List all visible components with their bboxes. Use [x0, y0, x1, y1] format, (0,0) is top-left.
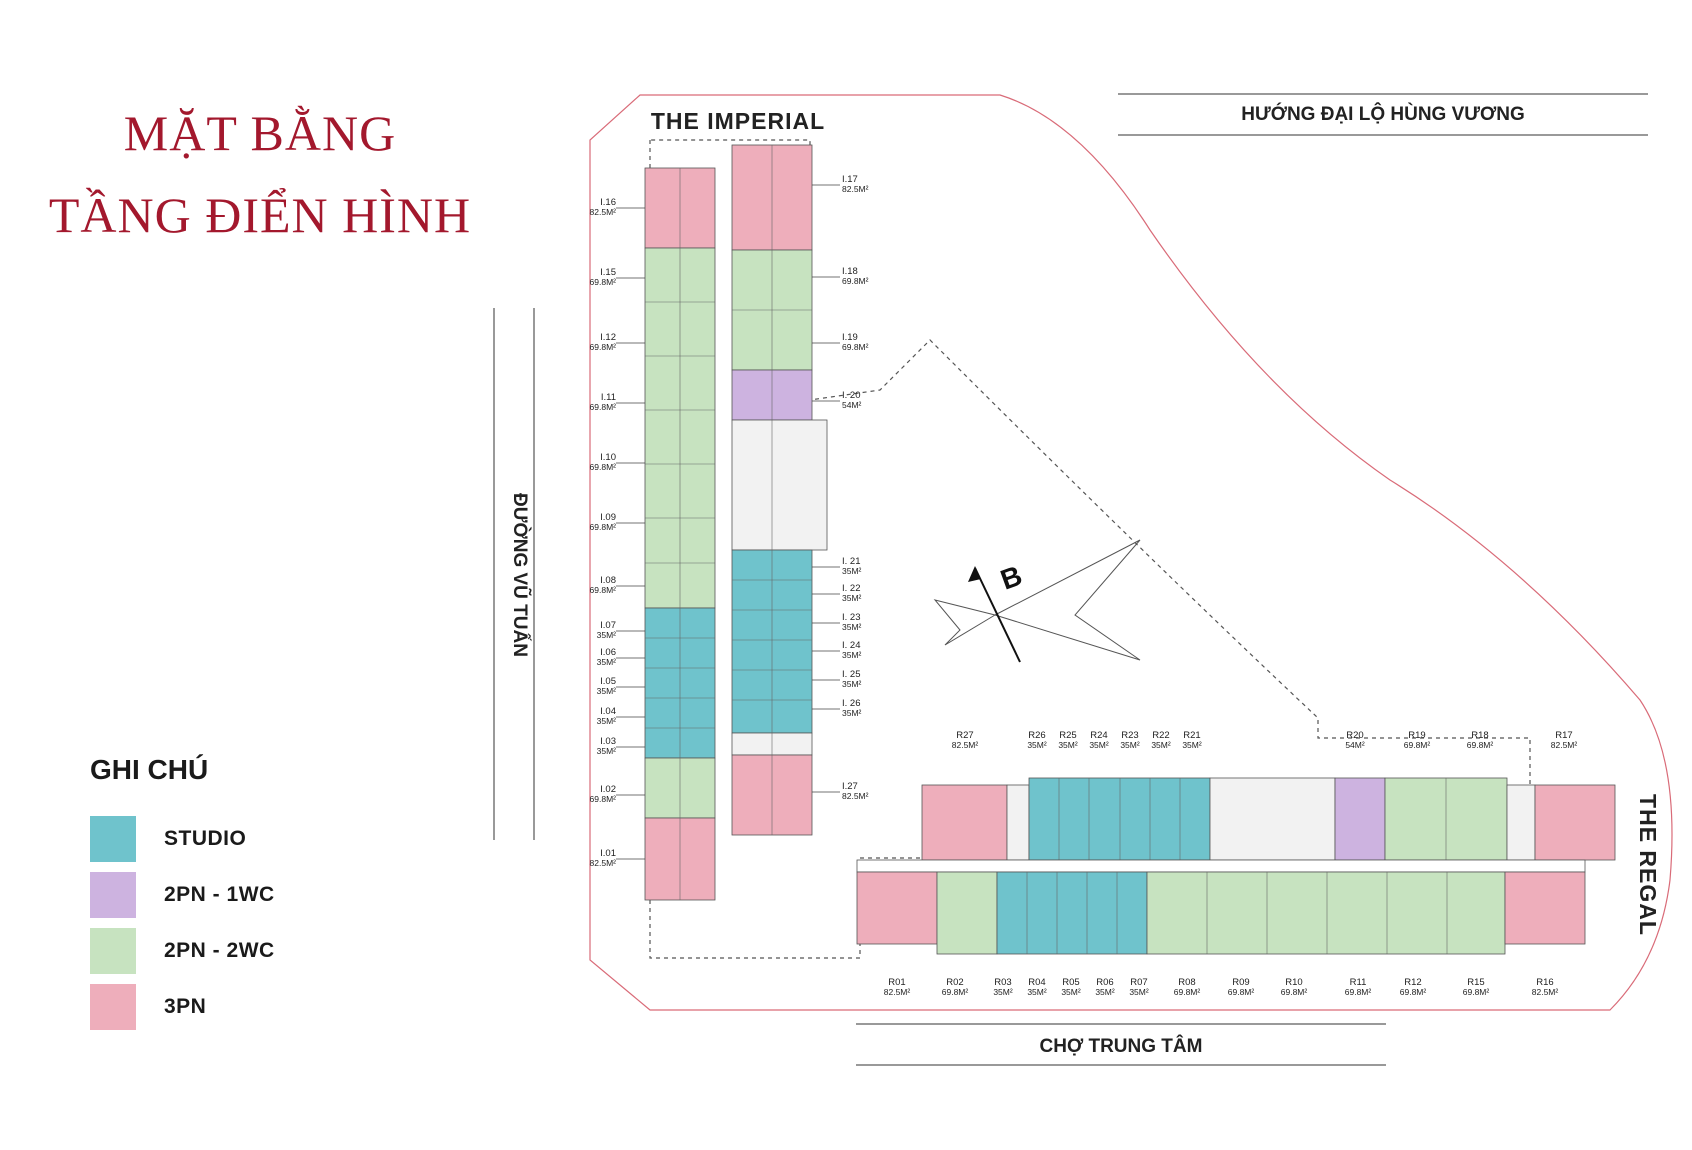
- unit-area: 69.8M²: [1227, 987, 1255, 997]
- legend-label: 3PN: [164, 995, 207, 1018]
- unit-area: 69.8M²: [589, 277, 616, 287]
- unit-area: 82.5M²: [951, 740, 979, 750]
- unit-code: R10: [1285, 977, 1303, 988]
- unit-code: I. 22: [842, 583, 861, 594]
- unit-area: 69.8M²: [842, 276, 869, 286]
- unit-code: I.10: [600, 452, 616, 463]
- unit-area: 82.5M²: [842, 184, 869, 194]
- unit-label: [597, 620, 645, 640]
- unit-block: [857, 872, 937, 944]
- unit-area: 35M²: [1182, 740, 1202, 750]
- unit-label: [812, 698, 862, 718]
- unit-code: R09: [1232, 977, 1250, 988]
- unit-code: R21: [1183, 730, 1201, 741]
- unit-code: R11: [1349, 977, 1367, 988]
- unit-area: 69.8M²: [589, 462, 616, 472]
- unit-code: R20: [1346, 730, 1364, 741]
- unit-area: 35M²: [1151, 740, 1171, 750]
- unit-area: 69.8M²: [1280, 987, 1308, 997]
- unit-label: [1345, 730, 1365, 750]
- unit-code: I.09: [600, 512, 616, 523]
- regal-top-labels: [952, 730, 1578, 750]
- unit-code: I.17: [842, 174, 858, 185]
- unit-label: [952, 730, 979, 750]
- unit-code: I.07: [600, 620, 616, 631]
- legend-label: 2PN - 1WC: [164, 883, 275, 906]
- unit-area: 35M²: [842, 650, 862, 660]
- unit-area: 54M²: [842, 400, 862, 410]
- unit-code: R18: [1471, 730, 1489, 741]
- unit-label: [590, 392, 645, 412]
- unit-area: 35M²: [1027, 740, 1047, 750]
- unit-label: [812, 390, 862, 410]
- unit-code: I. 21: [842, 556, 861, 567]
- unit-code: R06: [1096, 977, 1114, 988]
- unit-area: 35M²: [596, 686, 616, 696]
- regal-corridor: [857, 860, 1585, 872]
- unit-area: 69.8M²: [1173, 987, 1201, 997]
- unit-code: I. 20: [842, 390, 861, 401]
- unit-block: [1147, 872, 1505, 954]
- unit-label: [590, 784, 645, 804]
- unit-area: 35M²: [842, 679, 862, 689]
- unit-code: I.18: [842, 266, 858, 277]
- unit-area: 82.5M²: [589, 858, 616, 868]
- unit-label: [1228, 977, 1255, 997]
- unit-area: 35M²: [596, 716, 616, 726]
- unit-label: [812, 781, 869, 801]
- unit-area: 35M²: [1027, 987, 1047, 997]
- unit-area: 35M²: [1095, 987, 1115, 997]
- unit-label: [1174, 977, 1201, 997]
- unit-code: R26: [1028, 730, 1046, 741]
- unit-code: R12: [1404, 977, 1422, 988]
- legend-title: GHI CHÚ: [90, 754, 209, 785]
- unit-area: 82.5M²: [883, 987, 911, 997]
- unit-code: R07: [1130, 977, 1148, 988]
- unit-area: 69.8M²: [1399, 987, 1427, 997]
- unit-label: [590, 332, 645, 352]
- unit-label: [1463, 977, 1490, 997]
- unit-label: [1400, 977, 1427, 997]
- unit-label: [812, 669, 862, 689]
- unit-label: [1120, 730, 1140, 750]
- unit-code: I.15: [600, 267, 616, 278]
- unit-area: 35M²: [1120, 740, 1140, 750]
- unit-area: 35M²: [993, 987, 1013, 997]
- unit-code: R23: [1121, 730, 1139, 741]
- unit-label: [597, 676, 645, 696]
- unit-code: R17: [1555, 730, 1573, 741]
- unit-area: 69.8M²: [589, 342, 616, 352]
- page-title-line-1: MẶT BẰNG: [123, 105, 397, 161]
- unit-code: I.08: [600, 575, 616, 586]
- street-label-bottom: CHỢ TRUNG TÂM: [1039, 1036, 1203, 1057]
- unit-label: [812, 640, 862, 660]
- unit-code: I.12: [600, 332, 616, 343]
- unit-area: 82.5M²: [842, 791, 869, 801]
- unit-block: [1335, 778, 1385, 860]
- unit-code: I.06: [600, 647, 616, 658]
- unit-area: 69.8M²: [1462, 987, 1490, 997]
- unit-label: [1061, 977, 1081, 997]
- unit-block: [922, 785, 1007, 860]
- unit-area: 69.8M²: [589, 585, 616, 595]
- core-block: [1507, 785, 1535, 860]
- unit-label: [993, 977, 1013, 997]
- page-title-line-2: TẦNG ĐIỂN HÌNH: [48, 187, 472, 243]
- unit-code: R08: [1178, 977, 1196, 988]
- unit-label: [1281, 977, 1308, 997]
- unit-code: R01: [888, 977, 906, 988]
- unit-code: I.01: [600, 848, 616, 859]
- unit-label: [1151, 730, 1171, 750]
- unit-block: [1029, 778, 1210, 860]
- unit-area: 35M²: [1129, 987, 1149, 997]
- unit-label: [1551, 730, 1578, 750]
- legend-label: STUDIO: [164, 827, 247, 850]
- unit-area: 35M²: [1061, 987, 1081, 997]
- unit-area: 69.8M²: [1466, 740, 1494, 750]
- unit-code: I.05: [600, 676, 616, 687]
- unit-area: 35M²: [842, 622, 862, 632]
- unit-code: R15: [1467, 977, 1485, 988]
- unit-area: 69.8M²: [589, 522, 616, 532]
- unit-block: [997, 872, 1147, 954]
- unit-code: I.19: [842, 332, 858, 343]
- core-block: [732, 420, 827, 550]
- unit-area: 82.5M²: [589, 207, 616, 217]
- unit-code: I.04: [600, 706, 616, 717]
- legend-label: 2PN - 2WC: [164, 939, 275, 962]
- unit-code: R02: [946, 977, 964, 988]
- unit-label: [1467, 730, 1494, 750]
- building-name-regal: THE REGAL: [1635, 794, 1661, 936]
- unit-label: [590, 848, 645, 868]
- unit-label: [1027, 977, 1047, 997]
- unit-code: R19: [1408, 730, 1426, 741]
- unit-code: R22: [1152, 730, 1170, 741]
- street-label-top: HƯỚNG ĐẠI LỘ HÙNG VƯƠNG: [1241, 104, 1525, 125]
- unit-area: 54M²: [1345, 740, 1365, 750]
- unit-code: R16: [1536, 977, 1554, 988]
- unit-block: [937, 872, 997, 954]
- unit-label: [1345, 977, 1372, 997]
- unit-code: I.03: [600, 736, 616, 747]
- unit-block: [1535, 785, 1615, 860]
- unit-area: 69.8M²: [589, 794, 616, 804]
- building-name-imperial: THE IMPERIAL: [650, 108, 826, 134]
- unit-label: [1182, 730, 1202, 750]
- unit-label: [812, 583, 862, 603]
- unit-area: 35M²: [596, 746, 616, 756]
- unit-area: 69.8M²: [1403, 740, 1431, 750]
- core-block: [1210, 778, 1335, 860]
- unit-area: 69.8M²: [842, 342, 869, 352]
- unit-area: 69.8M²: [941, 987, 969, 997]
- imperial-right-column: [732, 145, 827, 835]
- regal-upper-row: [922, 778, 1615, 860]
- regal-lower-row: [857, 872, 1585, 954]
- unit-label: [812, 332, 869, 352]
- unit-label: [590, 267, 645, 287]
- regal-bottom-labels: [884, 977, 1559, 997]
- unit-code: R27: [956, 730, 974, 741]
- unit-label: [590, 197, 645, 217]
- unit-area: 35M²: [1058, 740, 1078, 750]
- unit-area: 82.5M²: [1531, 987, 1559, 997]
- compass-icon: [935, 540, 1140, 662]
- unit-code: I.16: [600, 197, 616, 208]
- unit-code: R03: [994, 977, 1012, 988]
- unit-label: [884, 977, 911, 997]
- unit-label: [597, 736, 645, 756]
- unit-code: R04: [1028, 977, 1046, 988]
- unit-code: I. 24: [842, 640, 861, 651]
- unit-label: [1129, 977, 1149, 997]
- unit-code: R25: [1059, 730, 1077, 741]
- unit-code: I.02: [600, 784, 616, 795]
- unit-area: 82.5M²: [1550, 740, 1578, 750]
- unit-label: [1404, 730, 1431, 750]
- unit-label: [590, 575, 645, 595]
- unit-area: 69.8M²: [1344, 987, 1372, 997]
- street-label-left: ĐƯỜNG VŨ TUẤN: [509, 493, 530, 657]
- imperial-left-column: [645, 168, 715, 900]
- unit-label: [1532, 977, 1559, 997]
- unit-area: 35M²: [1089, 740, 1109, 750]
- unit-area: 35M²: [596, 630, 616, 640]
- unit-label: [812, 556, 862, 576]
- unit-label: [1027, 730, 1047, 750]
- unit-code: R24: [1090, 730, 1108, 741]
- compass-label: B: [996, 559, 1027, 596]
- unit-code: I. 25: [842, 669, 861, 680]
- unit-label: [812, 266, 869, 286]
- unit-area: 35M²: [842, 566, 862, 576]
- unit-area: 69.8M²: [589, 402, 616, 412]
- unit-label: [590, 512, 645, 532]
- unit-label: [942, 977, 969, 997]
- unit-label: [1095, 977, 1115, 997]
- unit-label: [812, 612, 862, 632]
- unit-area: 35M²: [842, 593, 862, 603]
- unit-area: 35M²: [842, 708, 862, 718]
- unit-code: I.27: [842, 781, 858, 792]
- unit-code: R05: [1062, 977, 1080, 988]
- core-block: [1007, 785, 1029, 860]
- unit-area: 35M²: [596, 657, 616, 667]
- unit-label: [812, 174, 869, 194]
- unit-code: I.11: [600, 392, 616, 403]
- unit-label: [597, 647, 645, 667]
- unit-label: [1089, 730, 1109, 750]
- unit-label: [597, 706, 645, 726]
- imperial-left-labels: [590, 197, 645, 868]
- unit-label: [1058, 730, 1078, 750]
- unit-block: [1505, 872, 1585, 944]
- unit-label: [590, 452, 645, 472]
- unit-code: I. 23: [842, 612, 861, 623]
- unit-code: I. 26: [842, 698, 861, 709]
